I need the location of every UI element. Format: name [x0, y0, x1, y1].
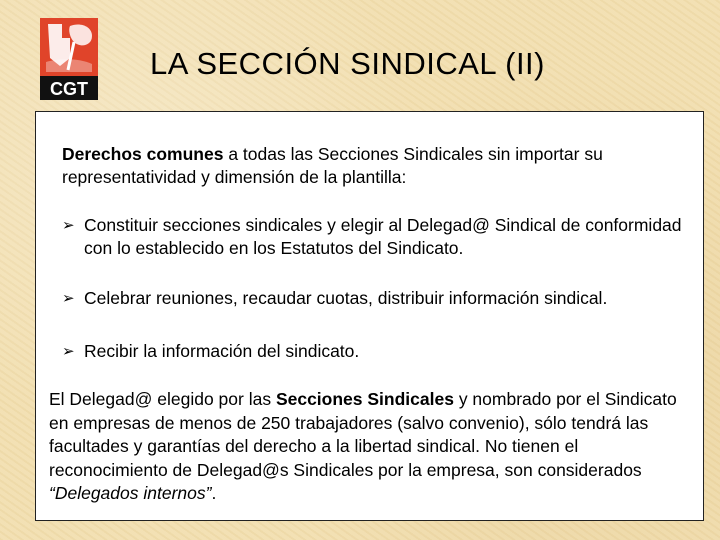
intro-rest: a todas las Secciones Sindicales sin importar su representatividad y dimensión de la plantilla:	[62, 144, 603, 187]
arrow-bullet-icon: ➢	[62, 289, 75, 307]
page-title: LA SECCIÓN SINDICAL (II)	[150, 46, 545, 81]
list-item	[62, 340, 702, 363]
outro-bold: Secciones Sindicales	[275, 389, 454, 409]
list-item	[62, 214, 702, 260]
list-item-text: Recibir la información del sindicato.	[84, 341, 360, 361]
cgt-logo	[40, 18, 98, 100]
intro-paragraph	[62, 143, 682, 189]
outro-part1: El Delegad@ elegido por las	[49, 389, 276, 409]
arrow-bullet-icon: ➢	[62, 216, 75, 234]
outro-paragraph	[49, 388, 699, 506]
intro-bold: Derechos comunes	[62, 144, 224, 164]
arrow-bullet-icon: ➢	[62, 342, 75, 360]
outro-italic: “Delegados internos”	[49, 483, 212, 503]
list-item	[62, 287, 702, 310]
list-item-text: Celebrar reuniones, recaudar cuotas, distribuir información sindical.	[84, 288, 608, 308]
content-card	[35, 111, 704, 521]
logo-text: CGT	[50, 79, 88, 99]
outro-part3: .	[211, 483, 217, 503]
outro-part2: y nombrado por el Sindicato en empresas de menos de 250 trabajadores (salvo convenio), sólo tendrá las facultades y garantías del derecho a la libertad sindical. No tienen el reconocimiento de Delegad@s Sindicales por la empresa, son considerados	[49, 389, 677, 480]
list-item-text: Constituir secciones sindicales y elegir al Delegad@ Sindical de conformidad con lo establecido en los Estatutos del Sindicato.	[84, 215, 682, 258]
